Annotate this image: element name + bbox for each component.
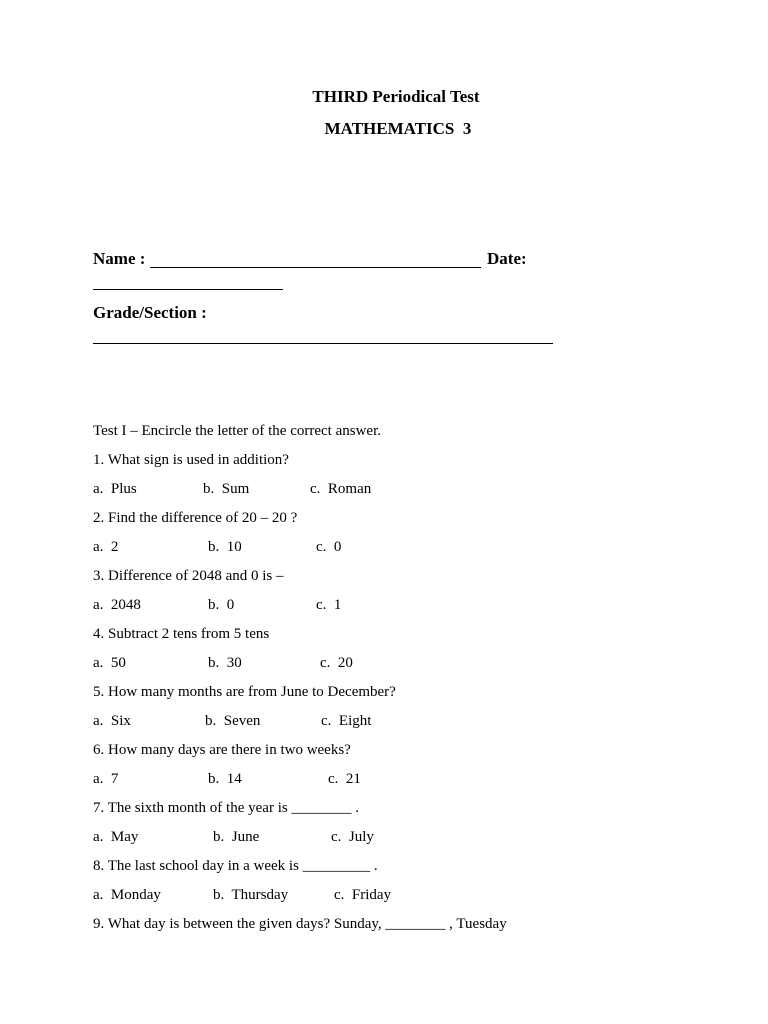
q8-option-b[interactable]: b. Thursday [213, 887, 289, 903]
q4-option-c[interactable]: c. 20 [320, 655, 353, 671]
subject-title: MATHEMATICS 3 [324, 119, 472, 138]
q2-option-c[interactable]: c. 0 [316, 539, 342, 555]
question-9: 9. What day is between the given days? Sunday, ________ , Tuesday [93, 916, 507, 932]
test-title: THIRD Periodical Test [312, 87, 480, 106]
date-label: Date: [487, 249, 527, 268]
q8-option-c[interactable]: c. Friday [334, 887, 392, 903]
question-6: 6. How many days are there in two weeks? [93, 742, 351, 758]
q5-option-a[interactable]: a. Six [93, 713, 131, 729]
q7-option-b[interactable]: b. June [213, 829, 260, 845]
q6-option-c[interactable]: c. 21 [328, 771, 361, 787]
question-4: 4. Subtract 2 tens from 5 tens [93, 626, 270, 642]
question-8: 8. The last school day in a week is _________ . [93, 858, 378, 874]
question-3: 3. Difference of 2048 and 0 is – [93, 568, 284, 584]
q8-option-a[interactable]: a. Monday [93, 887, 161, 903]
date-blank[interactable] [93, 289, 283, 290]
q1-option-c[interactable]: c. Roman [310, 481, 372, 497]
q2-option-a[interactable]: a. 2 [93, 539, 119, 555]
question-2: 2. Find the difference of 20 – 20 ? [93, 510, 298, 526]
question-5: 5. How many months are from June to December? [93, 684, 396, 700]
q7-option-a[interactable]: a. May [93, 829, 139, 845]
q4-option-b[interactable]: b. 30 [208, 655, 242, 671]
q3-option-b[interactable]: b. 0 [208, 597, 235, 613]
question-1: 1. What sign is used in addition? [93, 452, 289, 468]
q1-option-a[interactable]: a. Plus [93, 481, 137, 497]
test-instruction: Test I – Encircle the letter of the correct answer. [93, 423, 381, 439]
q6-option-b[interactable]: b. 14 [208, 771, 242, 787]
question-7: 7. The sixth month of the year is ________ . [93, 800, 359, 816]
name-label: Name : [93, 249, 146, 268]
q5-option-b[interactable]: b. Seven [205, 713, 261, 729]
q4-option-a[interactable]: a. 50 [93, 655, 126, 671]
q7-option-c[interactable]: c. July [331, 829, 374, 845]
q2-option-b[interactable]: b. 10 [208, 539, 242, 555]
q5-option-c[interactable]: c. Eight [321, 713, 372, 729]
q1-option-b[interactable]: b. Sum [203, 481, 250, 497]
q3-option-a[interactable]: a. 2048 [93, 597, 141, 613]
grade-section-blank[interactable] [93, 343, 553, 344]
q6-option-a[interactable]: a. 7 [93, 771, 119, 787]
q3-option-c[interactable]: c. 1 [316, 597, 342, 613]
name-blank[interactable] [150, 267, 481, 268]
grade-section-label: Grade/Section : [93, 303, 207, 322]
